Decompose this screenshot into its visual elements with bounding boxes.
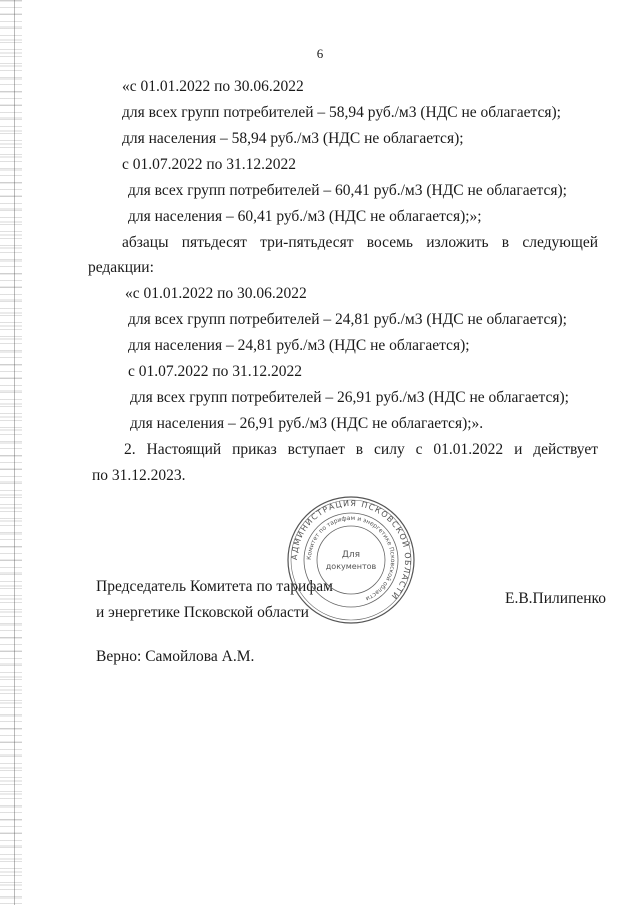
- stamp-inner-ring: [317, 526, 385, 594]
- text-line: редакции:: [88, 259, 154, 276]
- text-line: для всех групп потребителей – 24,81 руб./м3 (НДС не облагается);: [128, 311, 567, 328]
- text-line: для населения – 60,41 руб./м3 (НДС не облагается);»;: [128, 208, 482, 225]
- official-stamp: [286, 495, 416, 625]
- stamp-outer-text: АДМИНИСТРАЦИЯ ПСКОВСКОЙ ОБЛАСТИ: [289, 498, 413, 602]
- signatory-name: Е.В.Пилипенко: [505, 590, 607, 607]
- stamp-center-line2: документов: [325, 562, 377, 571]
- text-line: 2. Настоящий приказ вступает в силу с 01.01.2022 и действует: [124, 441, 598, 458]
- text-line: для всех групп потребителей – 26,91 руб./м3 (НДС не облагается);: [130, 389, 569, 406]
- signatory-position-line2: и энергетике Псковской области: [96, 604, 309, 621]
- text-line: «с 01.01.2022 по 30.06.2022: [125, 285, 307, 302]
- text-line: для всех групп потребителей – 58,94 руб./м3 (НДС не облагается);: [122, 104, 561, 121]
- text-line: по 31.12.2023.: [92, 467, 186, 484]
- page-number: 6: [316, 46, 324, 61]
- text-line: с 01.07.2022 по 31.12.2022: [122, 156, 297, 173]
- text-line: для населения – 26,91 руб./м3 (НДС не облагается);».: [130, 415, 484, 432]
- text-line: для населения – 58,94 руб./м3 (НДС не облагается);: [122, 130, 464, 147]
- text-line: для всех групп потребителей – 60,41 руб./м3 (НДС не облагается);: [128, 182, 567, 199]
- stamp-center-line1: Для: [341, 550, 361, 560]
- signatory-position-line1: Председатель Комитета по тарифам: [96, 578, 333, 595]
- verified-by: Верно: Самойлова А.М.: [96, 648, 255, 665]
- text-line: с 01.07.2022 по 31.12.2022: [128, 363, 303, 380]
- text-line: «с 01.01.2022 по 30.06.2022: [122, 78, 304, 95]
- stamp-middle-ring: [304, 513, 398, 607]
- text-line: абзацы пятьдесят три-пятьдесят восемь изложить в следующей: [122, 234, 598, 251]
- scan-edge-artifact: [0, 0, 22, 905]
- stamp-inner-text: Комитет по тарифам и энергетике Псковской области: [305, 514, 397, 602]
- text-line: для населения – 24,81 руб./м3 (НДС не облагается);: [128, 337, 470, 354]
- scan-edge-line: [14, 0, 15, 905]
